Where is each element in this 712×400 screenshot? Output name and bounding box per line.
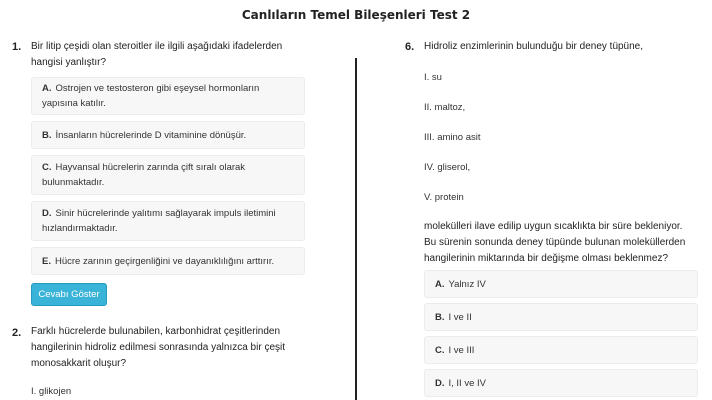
question-6-number: 6.	[405, 41, 415, 53]
q6-item-1: I. su	[424, 72, 442, 83]
question-6-text-2: molekülleri ilave edilip uygun sıcaklıkta bir süre bekleniyor. Bu sürenin sonunda deney tüpünde bulunan moleküllerden hangilerinin miktarında bir değişme olması beklenmez?	[424, 221, 686, 264]
q6-item-3: III. amino asit	[424, 132, 481, 143]
question-2-text: Farklı hücrelerde bulunabilen, karbonhidrat çeşitlerinden hangilerinin hidroliz edilmesi sonrasında yalnızca bir çeşit monosakkarit oluşur?	[31, 326, 286, 369]
question-6-text: Hidroliz enzimlerinin bulunduğu bir deney tüpüne,	[424, 41, 644, 52]
q1-option-a-text: Ostrojen ve testosteron gibi eşeysel hormonların yapısına katılır.	[42, 83, 260, 109]
q1-option-b-text: İnsanların hücrelerinde D vitaminine dönüşür.	[55, 129, 247, 141]
q1-option-e-text: Hücre zarının geçirgenliğini ve dayanıklılığını arttırır.	[54, 255, 275, 267]
q6-option-b[interactable]	[424, 303, 698, 331]
q1-option-b[interactable]	[31, 121, 305, 149]
q6-option-c-text: I ve III	[448, 344, 475, 356]
q6-item-4: IV. gliserol,	[424, 162, 471, 173]
page-title: Canlıların Temel Bileşenleri Test 2	[241, 8, 471, 22]
q1-option-d-text: Sinir hücrelerinde yalıtımı sağlayarak impuls iletimini hızlandırmaktadır.	[42, 208, 276, 234]
q6-option-d[interactable]	[424, 369, 698, 397]
question-1-text: Bir litip çeşidi olan steroitler ile ilgili aşağıdaki ifadelerden hangisi yanlıştır?	[31, 41, 283, 68]
q1-option-a-letter: A.	[42, 83, 52, 94]
q1-option-a[interactable]	[31, 77, 305, 115]
q1-option-b-letter: B.	[42, 129, 52, 141]
q2-item-1: I. glikojen	[31, 386, 72, 397]
q1-option-d[interactable]	[31, 201, 305, 241]
q1-option-c-text: Hayvansal hücrelerin zarında çift sıralı olarak bulunmaktadır.	[42, 162, 246, 188]
q6-option-c[interactable]	[424, 336, 698, 364]
question-2-number: 2.	[12, 327, 22, 339]
q6-item-2: II. maltoz,	[424, 102, 466, 113]
question-1-number: 1.	[12, 41, 22, 53]
q6-option-d-text: I, II ve IV	[448, 377, 486, 389]
q1-option-e[interactable]	[31, 247, 305, 275]
q6-option-a[interactable]	[424, 270, 698, 298]
q6-item-5: V. protein	[424, 192, 464, 203]
q1-option-e-letter: E.	[42, 255, 51, 267]
q1-option-c-letter: C.	[42, 162, 52, 173]
q6-option-a-letter: A.	[435, 278, 445, 290]
q1-option-d-letter: D.	[42, 208, 52, 219]
q6-option-d-letter: D.	[435, 377, 445, 389]
show-answer-button[interactable]: Cevabı Göster	[31, 283, 107, 306]
q6-option-b-letter: B.	[435, 311, 445, 323]
q6-option-b-text: I ve II	[448, 311, 472, 323]
column-divider	[355, 58, 357, 400]
q1-option-c[interactable]	[31, 155, 305, 195]
q6-option-c-letter: C.	[435, 344, 445, 356]
q6-option-a-text: Yalnız IV	[448, 278, 486, 290]
